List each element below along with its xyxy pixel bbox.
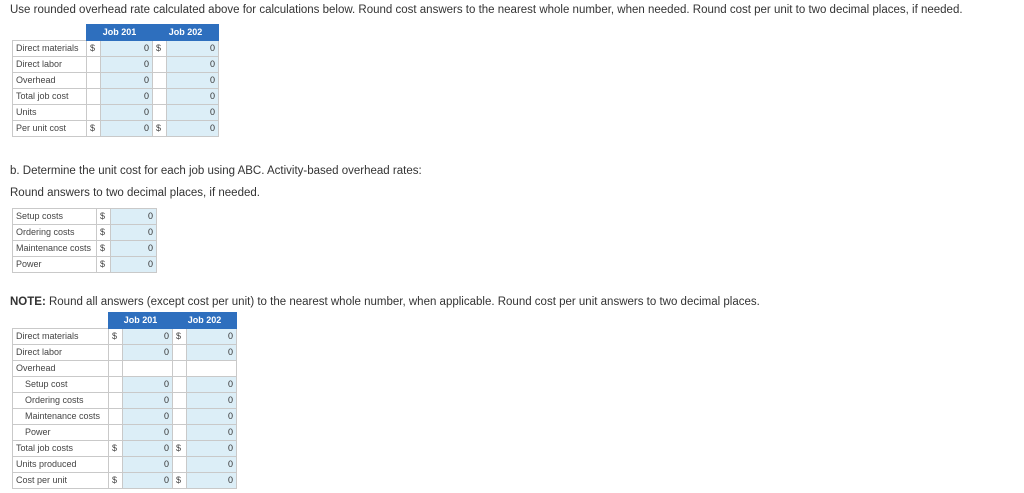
job202-input[interactable] bbox=[170, 91, 215, 101]
rate-input[interactable] bbox=[114, 259, 153, 269]
table-row bbox=[13, 473, 237, 489]
table-row bbox=[13, 257, 157, 273]
currency-symbol: $ bbox=[153, 41, 167, 57]
table-row bbox=[13, 393, 237, 409]
note-body: Round all answers (except cost per unit) to the nearest whole number, when applicable. Round cost per unit answers to two decimal places. bbox=[45, 296, 760, 308]
currency-symbol: $ bbox=[109, 473, 123, 489]
currency-symbol bbox=[109, 377, 123, 393]
currency-symbol bbox=[173, 393, 187, 409]
note-text bbox=[10, 296, 760, 308]
job202-input[interactable] bbox=[190, 411, 233, 421]
currency-symbol bbox=[153, 57, 167, 73]
job201-input-cell[interactable] bbox=[101, 105, 153, 121]
job201-input[interactable] bbox=[126, 459, 169, 469]
job201-input-cell[interactable] bbox=[101, 121, 153, 137]
job201-input-cell[interactable] bbox=[101, 41, 153, 57]
job202-input-cell[interactable] bbox=[187, 425, 237, 441]
row-label: Maintenance costs bbox=[13, 409, 109, 425]
currency-symbol bbox=[173, 361, 187, 377]
row-label: Units bbox=[13, 105, 87, 121]
abc-cost-table bbox=[12, 312, 237, 489]
currency-symbol bbox=[109, 425, 123, 441]
empty-cell bbox=[187, 361, 237, 377]
job201-input[interactable] bbox=[126, 395, 169, 405]
currency-symbol bbox=[173, 345, 187, 361]
job202-input[interactable] bbox=[170, 43, 215, 53]
job201-input-cell[interactable] bbox=[123, 457, 173, 473]
row-label: Cost per unit bbox=[13, 473, 109, 489]
empty-cell bbox=[123, 361, 173, 377]
job202-input-cell[interactable] bbox=[187, 441, 237, 457]
row-label: Per unit cost bbox=[13, 121, 87, 137]
job202-input-cell[interactable] bbox=[187, 473, 237, 489]
job201-input-cell[interactable] bbox=[123, 329, 173, 345]
round-rates-note: Round answers to two decimal places, if needed. bbox=[10, 187, 260, 199]
rate-input-cell[interactable] bbox=[111, 209, 157, 225]
job202-input-cell[interactable] bbox=[167, 89, 219, 105]
row-label: Direct materials bbox=[13, 329, 109, 345]
job201-input-cell[interactable] bbox=[123, 345, 173, 361]
currency-symbol bbox=[87, 57, 101, 73]
rate-label: Ordering costs bbox=[13, 225, 97, 241]
rate-input-cell[interactable] bbox=[111, 257, 157, 273]
job202-input-cell[interactable] bbox=[187, 345, 237, 361]
currency-symbol: $ bbox=[97, 241, 111, 257]
row-label: Direct materials bbox=[13, 41, 87, 57]
currency-symbol: $ bbox=[97, 225, 111, 241]
currency-symbol: $ bbox=[87, 41, 101, 57]
job201-input[interactable] bbox=[104, 123, 149, 133]
traditional-cost-table bbox=[12, 24, 219, 137]
rate-label: Setup costs bbox=[13, 209, 97, 225]
job201-input[interactable] bbox=[104, 107, 149, 117]
currency-symbol: $ bbox=[153, 121, 167, 137]
job201-input-cell[interactable] bbox=[123, 473, 173, 489]
table-row bbox=[13, 241, 157, 257]
rate-input-cell[interactable] bbox=[111, 225, 157, 241]
currency-symbol bbox=[153, 105, 167, 121]
row-label: Setup cost bbox=[13, 377, 109, 393]
job201-input[interactable] bbox=[126, 379, 169, 389]
job201-input[interactable] bbox=[104, 59, 149, 69]
job201-input-cell[interactable] bbox=[123, 377, 173, 393]
job201-input-cell[interactable] bbox=[123, 441, 173, 457]
currency-symbol bbox=[153, 89, 167, 105]
currency-symbol: $ bbox=[173, 441, 187, 457]
job201-input-cell[interactable] bbox=[123, 425, 173, 441]
job202-input-cell[interactable] bbox=[187, 457, 237, 473]
table-row bbox=[13, 209, 157, 225]
currency-symbol: $ bbox=[109, 329, 123, 345]
row-label: Ordering costs bbox=[13, 393, 109, 409]
job202-input-cell[interactable] bbox=[167, 57, 219, 73]
job202-input-cell[interactable] bbox=[187, 329, 237, 345]
note-label: NOTE: bbox=[10, 296, 46, 308]
table-row bbox=[13, 345, 237, 361]
job202-input[interactable] bbox=[190, 395, 233, 405]
row-label: Direct labor bbox=[13, 57, 87, 73]
job201-input[interactable] bbox=[126, 411, 169, 421]
rate-label: Power bbox=[13, 257, 97, 273]
job201-input-cell[interactable] bbox=[101, 57, 153, 73]
job201-input-cell[interactable] bbox=[101, 73, 153, 89]
job201-input[interactable] bbox=[126, 347, 169, 357]
job201-input[interactable] bbox=[126, 331, 169, 341]
currency-symbol bbox=[109, 393, 123, 409]
job202-input-cell[interactable] bbox=[187, 393, 237, 409]
table-row bbox=[13, 329, 237, 345]
activity-rates-table bbox=[12, 208, 157, 273]
table-row bbox=[13, 73, 219, 89]
currency-symbol: $ bbox=[173, 473, 187, 489]
instructions-top: Use rounded overhead rate calculated above for calculations below. Round cost answers to the nearest whole number, when needed. Round cost per unit to two decimal places, if needed. bbox=[10, 4, 963, 16]
job202-input[interactable] bbox=[190, 443, 233, 453]
currency-symbol bbox=[109, 457, 123, 473]
job201-input[interactable] bbox=[104, 91, 149, 101]
rate-input-cell[interactable] bbox=[111, 241, 157, 257]
currency-symbol bbox=[87, 105, 101, 121]
currency-symbol bbox=[173, 377, 187, 393]
currency-symbol bbox=[173, 409, 187, 425]
row-label: Total job costs bbox=[13, 441, 109, 457]
job201-input[interactable] bbox=[104, 43, 149, 53]
table-row bbox=[13, 105, 219, 121]
job201-input-cell[interactable] bbox=[123, 393, 173, 409]
table-row bbox=[13, 89, 219, 105]
currency-symbol bbox=[87, 73, 101, 89]
job201-input[interactable] bbox=[104, 75, 149, 85]
job202-input[interactable] bbox=[190, 459, 233, 469]
row-label: Power bbox=[13, 425, 109, 441]
job202-input[interactable] bbox=[190, 347, 233, 357]
job202-input[interactable] bbox=[190, 331, 233, 341]
job202-input[interactable] bbox=[190, 379, 233, 389]
job202-input-cell[interactable] bbox=[167, 73, 219, 89]
row-label: Overhead bbox=[13, 361, 109, 377]
part-b-prompt: b. Determine the unit cost for each job using ABC. Activity-based overhead rates: bbox=[10, 165, 422, 177]
currency-symbol bbox=[153, 73, 167, 89]
job202-input-cell[interactable] bbox=[167, 41, 219, 57]
rate-input[interactable] bbox=[114, 211, 153, 221]
row-label: Total job cost bbox=[13, 89, 87, 105]
rate-input[interactable] bbox=[114, 227, 153, 237]
job202-input[interactable] bbox=[170, 123, 215, 133]
table-row bbox=[13, 425, 237, 441]
job202-input-cell[interactable] bbox=[187, 377, 237, 393]
job201-input[interactable] bbox=[126, 443, 169, 453]
currency-symbol bbox=[109, 361, 123, 377]
currency-symbol: $ bbox=[173, 329, 187, 345]
rate-label: Maintenance costs bbox=[13, 241, 97, 257]
table-row bbox=[13, 57, 219, 73]
job202-input[interactable] bbox=[170, 75, 215, 85]
table-row bbox=[13, 361, 237, 377]
currency-symbol bbox=[87, 89, 101, 105]
currency-symbol: $ bbox=[109, 441, 123, 457]
currency-symbol: $ bbox=[97, 209, 111, 225]
currency-symbol: $ bbox=[97, 257, 111, 273]
job201-input-cell[interactable] bbox=[101, 89, 153, 105]
job201-input[interactable] bbox=[126, 427, 169, 437]
currency-symbol bbox=[109, 409, 123, 425]
job202-input[interactable] bbox=[190, 427, 233, 437]
currency-symbol bbox=[109, 345, 123, 361]
table-row bbox=[13, 121, 219, 137]
job202-input[interactable] bbox=[170, 59, 215, 69]
currency-symbol bbox=[173, 425, 187, 441]
table1-header-job201: Job 201 bbox=[87, 25, 153, 41]
currency-symbol bbox=[173, 457, 187, 473]
job202-input-cell[interactable] bbox=[167, 121, 219, 137]
job202-input-cell[interactable] bbox=[187, 409, 237, 425]
job201-input-cell[interactable] bbox=[123, 409, 173, 425]
job202-input[interactable] bbox=[170, 107, 215, 117]
table-row bbox=[13, 41, 219, 57]
row-label: Direct labor bbox=[13, 345, 109, 361]
table-row bbox=[13, 457, 237, 473]
table3-header-job201: Job 201 bbox=[109, 313, 173, 329]
row-label: Units produced bbox=[13, 457, 109, 473]
table1-header-job202: Job 202 bbox=[153, 25, 219, 41]
table3-header-job202: Job 202 bbox=[173, 313, 237, 329]
currency-symbol: $ bbox=[87, 121, 101, 137]
rate-input[interactable] bbox=[114, 243, 153, 253]
job201-input[interactable] bbox=[126, 475, 169, 485]
table-row bbox=[13, 409, 237, 425]
job202-input[interactable] bbox=[190, 475, 233, 485]
table-row bbox=[13, 225, 157, 241]
table-row bbox=[13, 377, 237, 393]
table-row bbox=[13, 441, 237, 457]
job202-input-cell[interactable] bbox=[167, 105, 219, 121]
row-label: Overhead bbox=[13, 73, 87, 89]
